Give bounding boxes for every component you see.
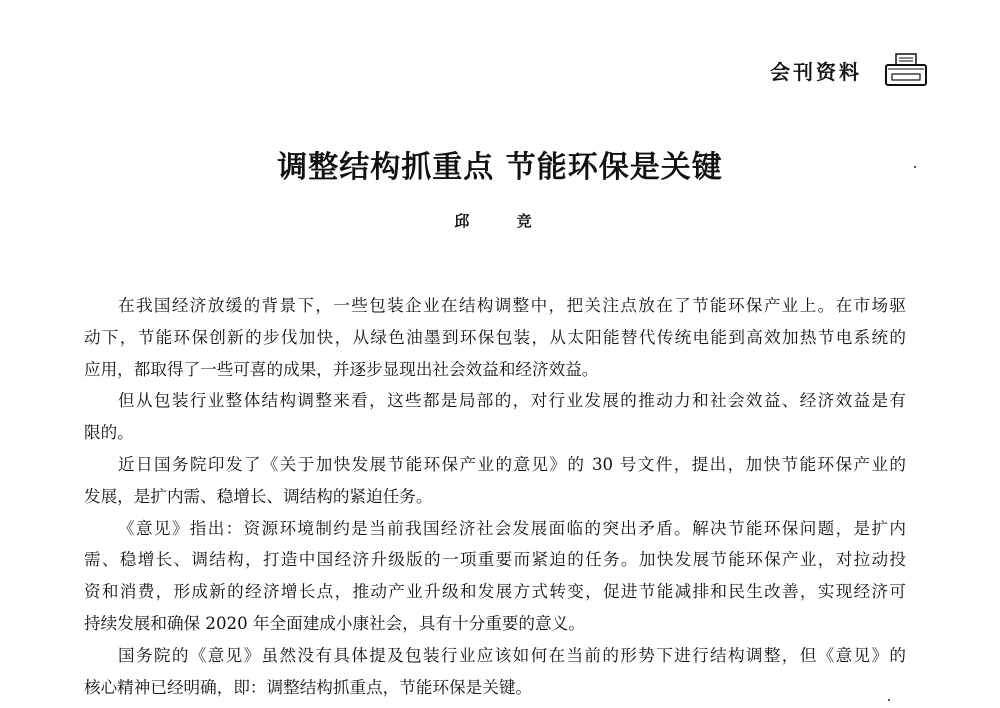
paragraph-line: 但从包装行业整体结构调整来看，这些都是局部的，对行业发展的推动力和社会效益、经济效益是有 <box>118 391 906 411</box>
scan-speck <box>888 699 890 701</box>
section-header <box>770 52 928 88</box>
paragraph-line: 资和消费，形成新的经济增长点，推动产业升级和发展方式转变，促进节能减排和民生改善，实现经济可 <box>84 582 906 602</box>
paragraph-line: 持续发展和确保 2020 年全面建成小康社会，具有十分重要的意义。 <box>84 613 585 633</box>
paragraph-line: 限的。 <box>84 423 134 443</box>
paragraph-line: 需、稳增长、调结构，打造中国经济升级版的一项重要而紧迫的任务。加快发展节能环保产业，对拉动投 <box>84 550 906 570</box>
paragraph-line: 国务院的《意见》虽然没有具体提及包装行业应该如何在当前的形势下进行结构调整，但《意见》的 <box>118 645 906 665</box>
paragraph-line: 动下，节能环保创新的步伐加快，从绿色油墨到环保包装，从太阳能替代传统电能到高效加热节电系统的 <box>84 327 906 347</box>
article-title: 调整结构抓重点 节能环保是关键 <box>277 150 723 185</box>
scan-speck <box>914 166 916 168</box>
article-body <box>84 292 906 705</box>
section-label: 会刊资料 <box>770 59 862 84</box>
printer-icon <box>884 52 928 88</box>
paragraph-line: 核心精神已经明确，即：调整结构抓重点，节能环保是关键。 <box>84 677 533 697</box>
paragraph-line: 近日国务院印发了《关于加快发展节能环保产业的意见》的 30 号文件，提出，加快节能环保产业的 <box>118 454 906 474</box>
paragraph-line: 应用，都取得了一些可喜的成果，并逐步显现出社会效益和经济效益。 <box>84 359 599 379</box>
paragraph-line: 《意见》指出：资源环境制约是当前我国经济社会发展面临的突出矛盾。解决节能环保问题，是扩内 <box>118 518 906 538</box>
paragraph-line: 在我国经济放缓的背景下，一些包装企业在结构调整中，把关注点放在了节能环保产业上。在市场驱 <box>118 296 906 315</box>
article-author: 邱 竞 <box>454 212 546 230</box>
paragraph-line: 发展，是扩内需、稳增长、调结构的紧迫任务。 <box>84 486 433 506</box>
